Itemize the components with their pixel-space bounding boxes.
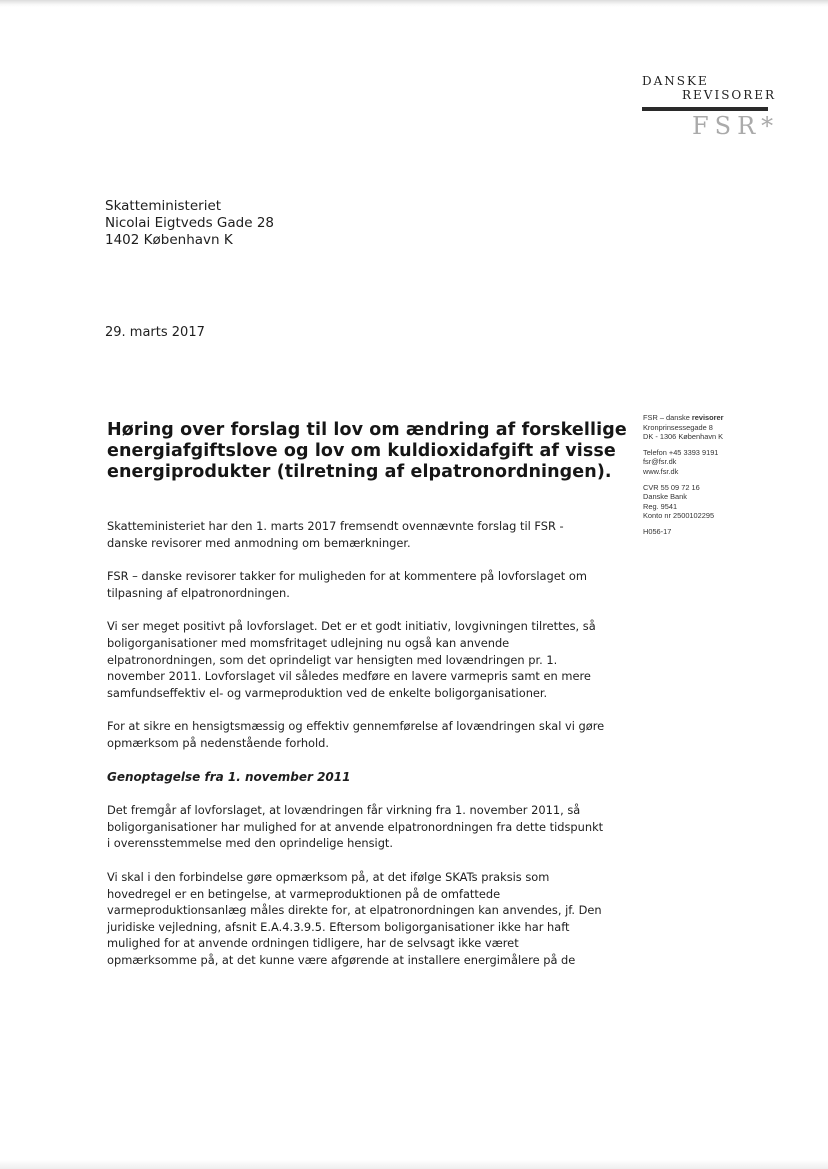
sender-cvr: CVR 55 09 72 16	[643, 482, 700, 492]
sender-web: www.fsr.dk	[643, 466, 679, 476]
paragraph-2: FSR – danske revisorer takker for muligheden for at kommentere på lovforslaget om tilpasning af elpatronordningen.	[107, 569, 587, 600]
logo-line-danske: DANSKE	[642, 74, 709, 88]
sender-email: fsr@fsr.dk	[643, 457, 677, 467]
letter-date: 29. marts 2017	[105, 325, 205, 340]
recipient-name: Skatteministeriet	[105, 198, 222, 214]
sender-reg: Reg. 9541	[643, 501, 678, 511]
paragraph-4: For at sikre en hensigtsmæssig og effektiv gennemførelse af lovændringen skal vi gøre opmærksom på nedenstående forhold.	[107, 719, 605, 750]
sender-street: Kronprinsessegade 8	[643, 422, 713, 432]
logo-fsr-mark: FSR*	[692, 112, 780, 140]
logo-line-revisorer: REVISORER	[682, 88, 777, 102]
sender-reference: H056-17	[643, 526, 672, 536]
sender-account: Konto nr 2500102295	[643, 511, 715, 521]
scan-edge-top	[0, 0, 828, 7]
paragraph-3: Vi ser meget positivt på lovforslaget. Det er et godt initiativ, lovgivningen tilrettes, så boligorganisationer med momsfritaget udlejning nu også kan anvende elpatronordningen, som det oprindeligt var hensigten med lovændringen pr. 1. november 2011. Lovforslaget vil således medføre en lavere varmepris samt en mere samfundseffektiv el- og varmeproduktion ved de enkelte boligorganisationer.	[107, 619, 596, 700]
sender-phone: Telefon +45 3393 9191	[643, 447, 719, 457]
sender-city: DK - 1306 København K	[643, 432, 724, 442]
sender-org: FSR – danske revisorer	[643, 413, 724, 422]
scan-edge-bottom	[0, 1160, 828, 1169]
paragraph-1: Skatteministeriet har den 1. marts 2017 fremsendt ovennævnte forslag til FSR - danske revisorer med anmodning om bemærkninger.	[107, 519, 564, 550]
paragraph-5: Det fremgår af lovforslaget, at lovændringen får virkning fra 1. november 2011, så boligorganisationer har mulighed for at anvende elpatronordningen fra dette tidspunkt i overensstemmelse med den oprindelige hensigt.	[107, 803, 604, 851]
recipient-street: Nicolai Eigtveds Gade 28	[105, 215, 275, 231]
sender-info	[643, 413, 793, 537]
recipient-address	[105, 198, 274, 249]
recipient-city: 1402 København K	[105, 232, 233, 248]
letter-title: Høring over forslag til lov om ændring af forskellige energiafgiftslove og lov om kuldioxidafgift af visse energiprodukter (tilretning af elpatronordningen).	[107, 420, 627, 482]
paragraph-6: Vi skal i den forbindelse gøre opmærksom på, at det ifølge SKATs praksis som hovedregel er en betingelse, at varmeproduktionen på de omfattede varmeproduktionsanlæg måles direkte for, at elpatronordningen kan anvendes, jf. Den juridiske vejledning, afsnit E.A.4.3.9.5. Eftersom boligorganisationer ikke har haft mulighed for at anvende ordningen tidligere, har de selvsagt ikke været opmærksomme på, at det kunne være afgørende at installere energimålere på de	[107, 869, 602, 967]
letter-body	[107, 518, 607, 985]
sender-bank: Danske Bank	[643, 492, 687, 502]
logo-bar	[642, 107, 768, 111]
section-heading: Genoptagelse fra 1. november 2011	[107, 769, 351, 784]
fsr-logo	[600, 74, 780, 144]
